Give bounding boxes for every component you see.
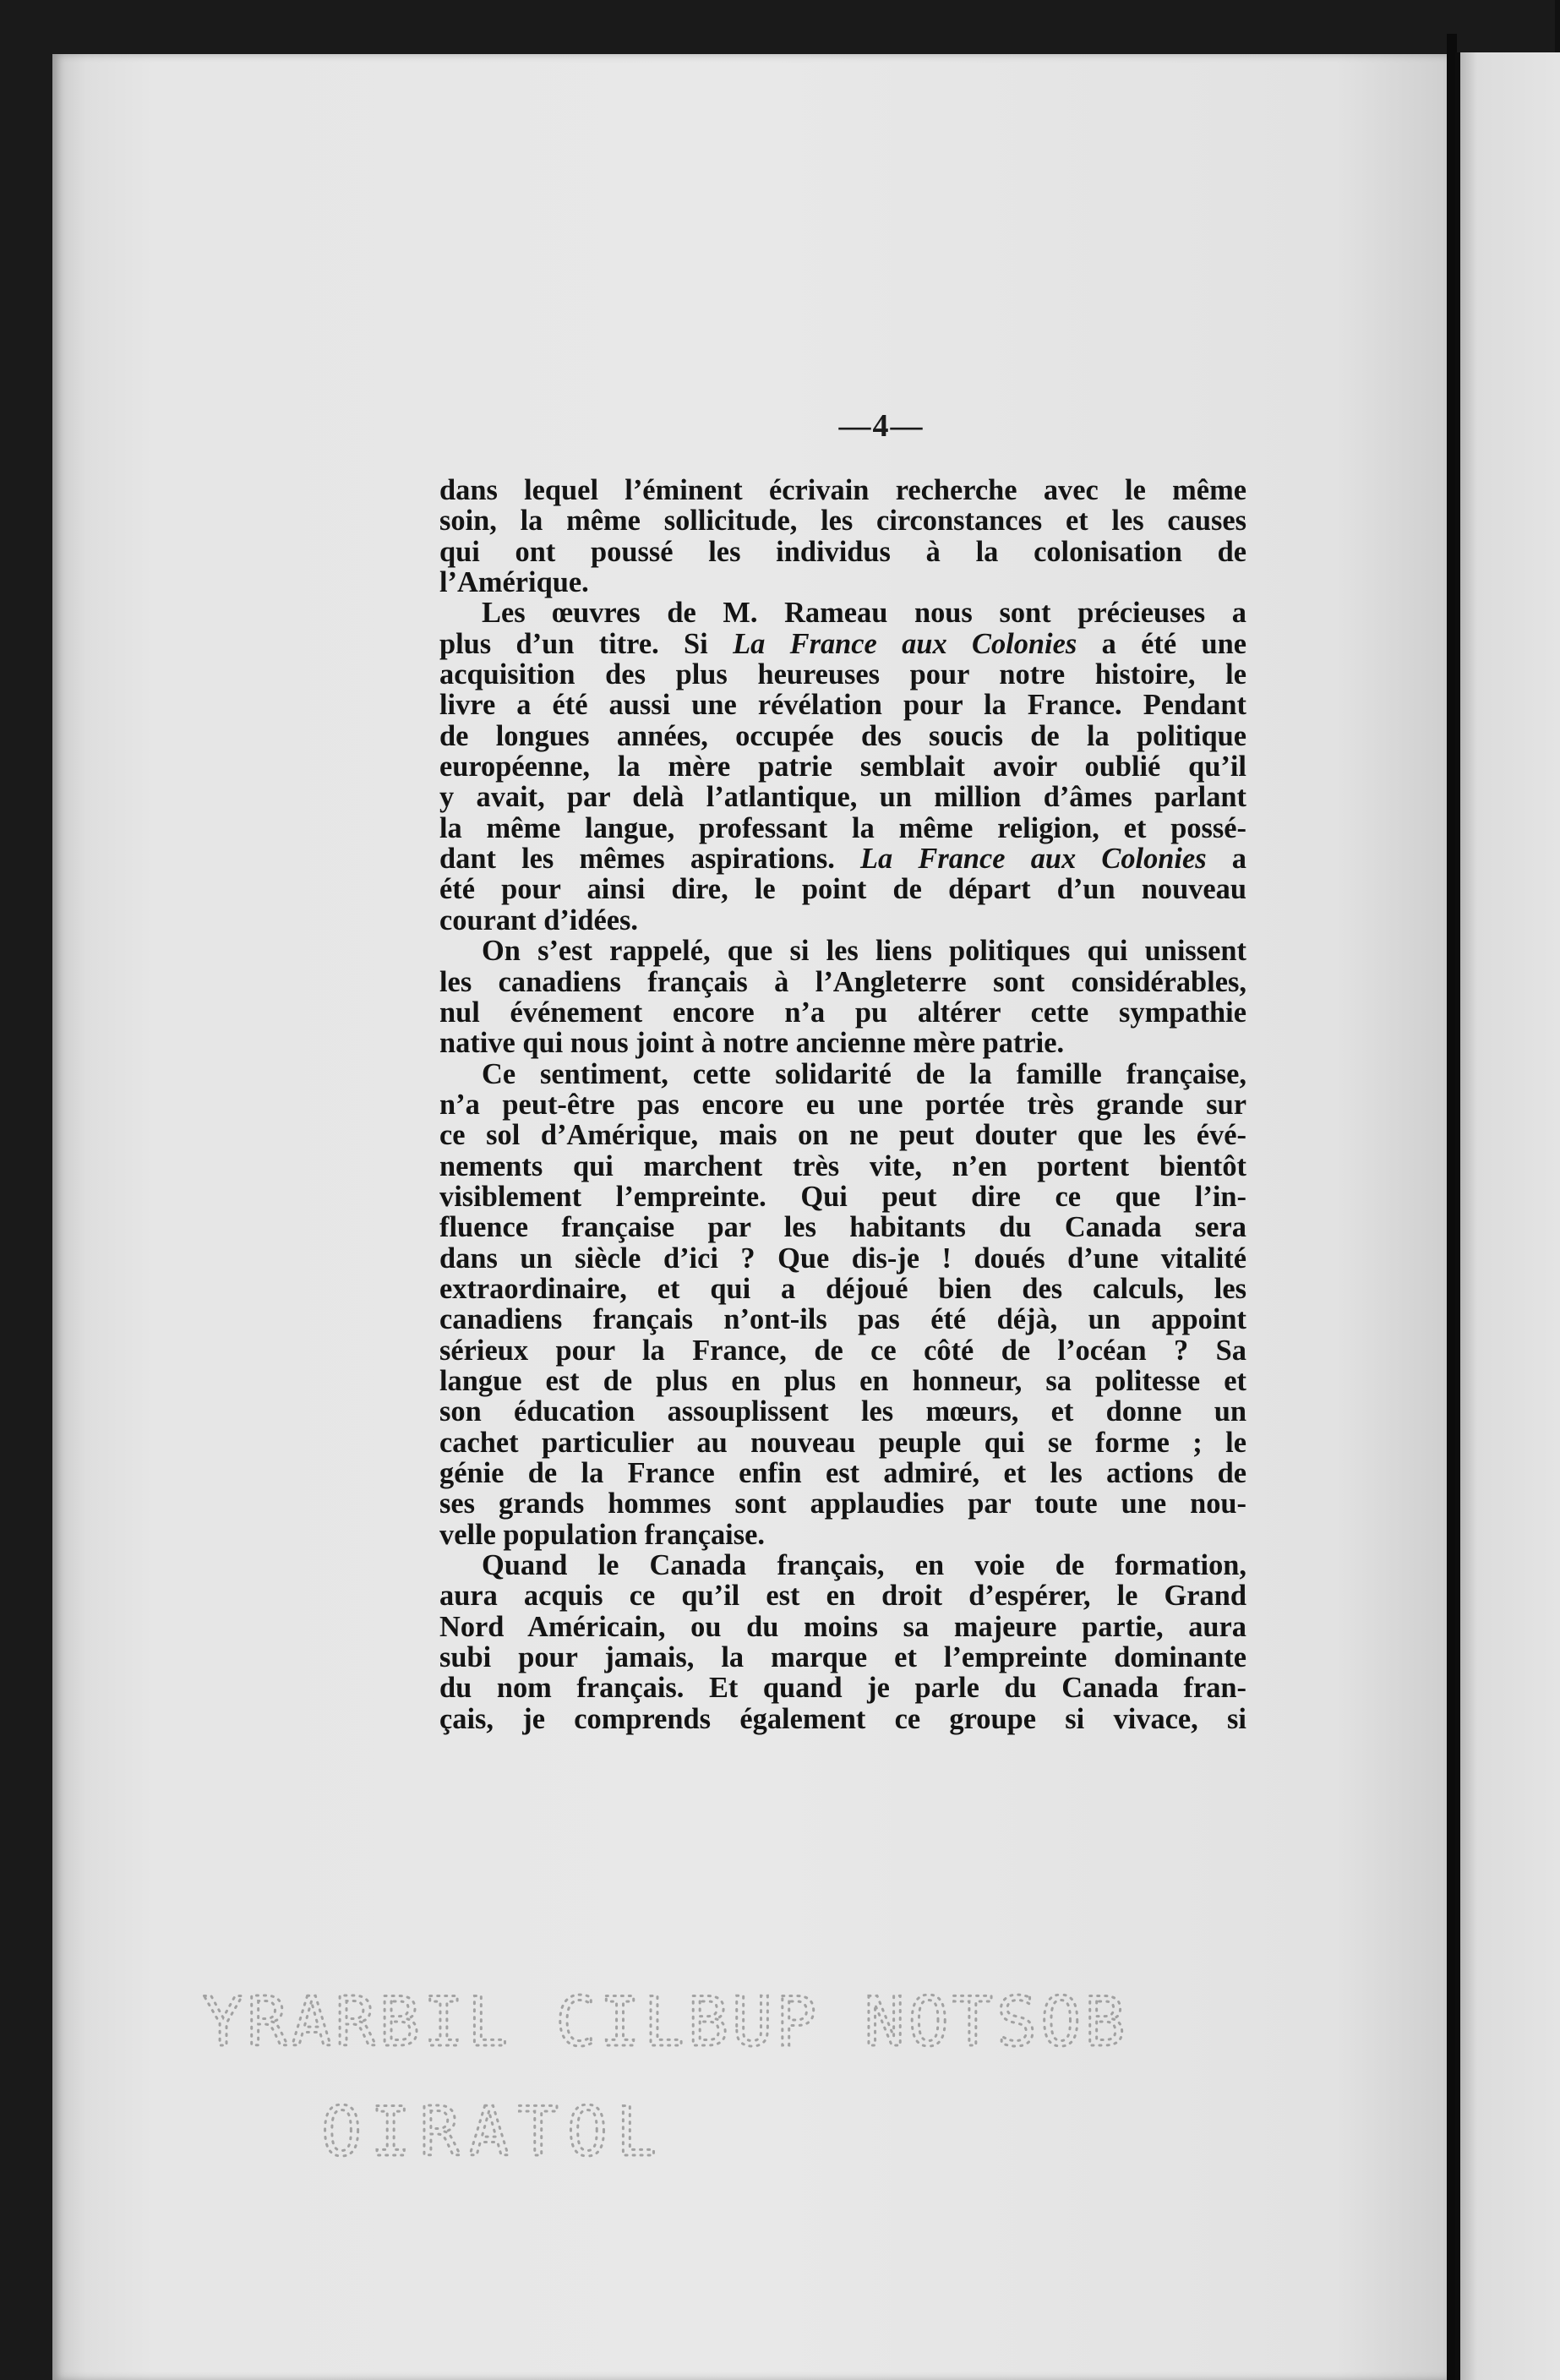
- text-line: du nom français. Et quand je parle du Canada fran-: [439, 1672, 1246, 1705]
- text-line: y avait, par delà l’atlantique, un million d’âmes parlant: [439, 781, 1246, 814]
- text-line: européenne, la mère patrie semblait avoir oublié qu’il: [439, 751, 1246, 783]
- text-line: fluence française par les habitants du Canada sera: [439, 1211, 1246, 1244]
- text-line: ce sol d’Amérique, mais on ne peut douter que les évé-: [439, 1119, 1246, 1152]
- text-line: acquisition des plus heureuses pour notre histoire, le: [439, 658, 1246, 691]
- text-line: subi pour jamais, la marque et l’empreinte dominante: [439, 1641, 1246, 1674]
- text-line: dans lequel l’éminent écrivain recherche avec le même: [439, 474, 1246, 506]
- text-line: n’a peut-être pas encore eu une portée très grande sur: [439, 1088, 1246, 1121]
- text-line: l’Amérique.: [439, 566, 589, 599]
- text-line: velle population française.: [439, 1518, 765, 1551]
- stamp-text: OIRATOL: [321, 2093, 666, 2171]
- text-line: nements qui marchent très vite, n’en portent bientôt: [439, 1149, 1246, 1182]
- text-line: son éducation assouplissent les mœurs, et donne un: [439, 1395, 1246, 1428]
- text-line: Nord Américain, ou du moins sa majeure partie, aura: [439, 1610, 1246, 1643]
- text-line: les canadiens français à l’Angleterre sont considérables,: [439, 965, 1246, 998]
- text-line: ses grands hommes sont applaudies par toute une nou-: [439, 1488, 1246, 1520]
- text-line: native qui nous joint à notre ancienne mère patrie.: [439, 1027, 1065, 1060]
- body-text: [439, 475, 1246, 1734]
- text-line: été pour ainsi dire, le point de départ d’un nouveau: [439, 873, 1246, 906]
- text-line: dant les mêmes aspirations. La France aux Colonies a: [439, 843, 1246, 876]
- text-line: visiblement l’empreinte. Qui peut dire ce que l’in-: [439, 1180, 1246, 1213]
- text-line: la même langue, professant la même religion, et possé-: [439, 811, 1246, 844]
- page-number: —4—: [838, 408, 925, 444]
- text-line: courant d’idées.: [439, 903, 638, 936]
- text-line: cachet particulier au nouveau peuple qui se forme ; le: [439, 1426, 1246, 1459]
- text-line: qui ont poussé les individus à la colonisation de: [439, 535, 1246, 568]
- perforation-stamp: [194, 1944, 1129, 2214]
- text-line: canadiens français n’ont-ils pas été déjà, un appoint: [439, 1303, 1246, 1336]
- text-line: dans un siècle d’ici ? Que dis-je ! doués d’une vitalité: [439, 1242, 1246, 1275]
- text-line: Ce sentiment, cette solidarité de la famille française,: [482, 1057, 1246, 1090]
- text-line: génie de la France enfin est admiré, et les actions de: [439, 1457, 1246, 1489]
- text-line: Quand le Canada français, en voie de formation,: [482, 1549, 1246, 1582]
- text-line: çais, je comprends également ce groupe si vivace, si: [439, 1702, 1246, 1735]
- text-line: extraordinaire, et qui a déjoué bien des calculs, les: [439, 1272, 1246, 1305]
- text-line: plus d’un titre. Si La France aux Colonies a été une: [439, 627, 1246, 660]
- adjacent-page-edge: [1455, 52, 1560, 2380]
- text-line: On s’est rappelé, que si les liens politiques qui unissent: [482, 935, 1246, 968]
- text-line: de longues années, occupée des soucis de la politique: [439, 719, 1246, 752]
- text-line: livre a été aussi une révélation pour la France. Pendant: [439, 689, 1246, 722]
- text-line: Les œuvres de M. Rameau nous sont précieuses a: [482, 597, 1246, 630]
- text-line: sérieux pour la France, de ce côté de l’océan ? Sa: [439, 1334, 1246, 1367]
- text-line: soin, la même sollicitude, les circonstances et les causes: [439, 505, 1246, 538]
- stamp-text: YRARBIL CILBUP NOTSOB: [203, 1983, 1129, 2061]
- text-line: aura acquis ce qu’il est en droit d’espérer, le Grand: [439, 1580, 1246, 1613]
- text-line: langue est de plus en plus en honneur, sa politesse et: [439, 1364, 1246, 1397]
- text-line: nul événement encore n’a pu altérer cette sympathie: [439, 996, 1246, 1029]
